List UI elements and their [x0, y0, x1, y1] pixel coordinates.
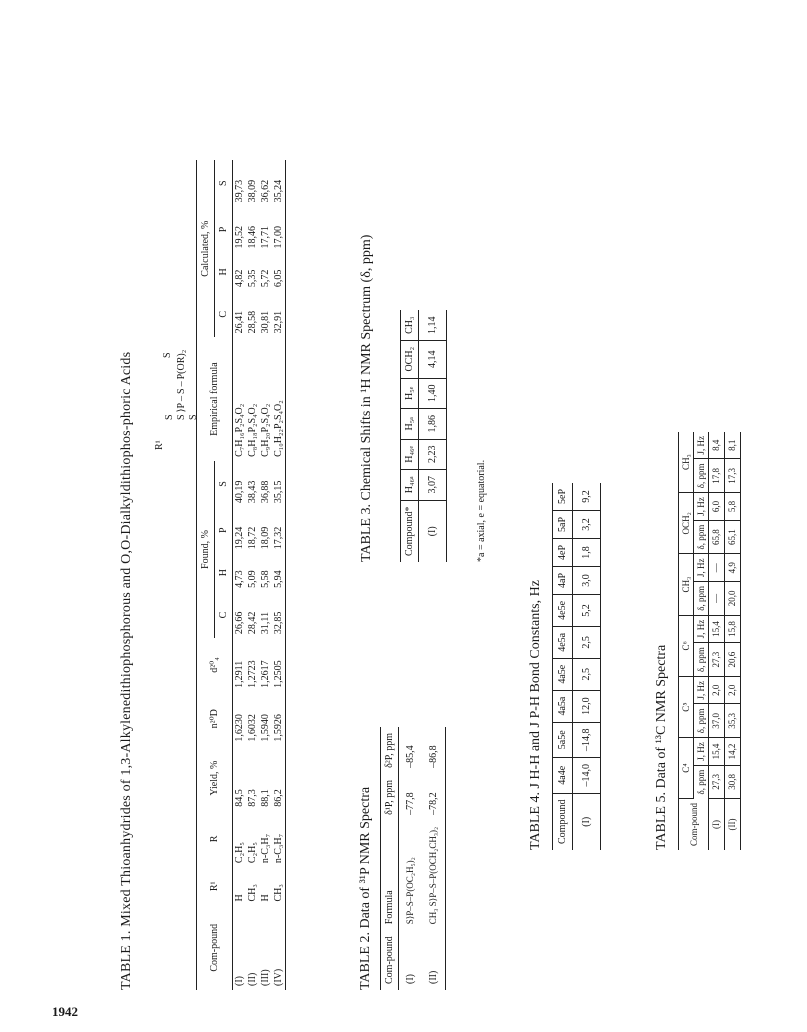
- cell: 3,0: [573, 566, 601, 594]
- th-found-s: S: [215, 461, 233, 507]
- rotated-page-content: [118, 130, 807, 990]
- cell: C₁₀H₂₂P₂S₄O₂: [272, 337, 286, 461]
- cell: 65,8: [709, 520, 725, 554]
- table1: [196, 160, 286, 990]
- cell: n-C₃H₇: [272, 811, 286, 867]
- cell: n-C₃H₇: [260, 833, 271, 864]
- cell: 17,71: [260, 226, 271, 249]
- cell: 18,46: [247, 226, 258, 249]
- th-nd: n²⁰D: [197, 692, 233, 746]
- cell: C₂H₅: [234, 842, 245, 864]
- cell: 40,19: [234, 480, 245, 504]
- table3-footnote: *a = axial, e = equatorial.: [476, 459, 487, 562]
- th: H₄₆ₑ: [401, 439, 419, 470]
- table1-title: TABLE 1. Mixed Thioanhydrides of 1,3-Alkylenedithiophosphorous and O,O-Dialkyldithiophos-phoric Acids: [119, 351, 134, 990]
- cell: 36,88: [260, 480, 271, 504]
- cell: C₈H₁₈P₂S₄O₂: [247, 403, 258, 457]
- th: 4a5a: [553, 690, 573, 722]
- th-sub: δ, ppm: [694, 520, 709, 554]
- th-group: OCH₂: [679, 493, 694, 554]
- table3-title: TABLE 3. Chemical Shifts in ¹H NMR Spectrum (δ, ppm): [359, 234, 374, 562]
- th: 4a4e: [553, 758, 573, 794]
- table-row: [573, 483, 601, 850]
- th: 4e5e: [553, 594, 573, 626]
- th: 5eP: [553, 483, 573, 511]
- table-row: [233, 160, 247, 990]
- th-compound: Com-pound: [679, 798, 709, 850]
- th-found-h: H: [215, 553, 233, 592]
- cell: 1,2505: [272, 638, 286, 692]
- th: 4e5a: [553, 626, 573, 658]
- cell: 1,8: [573, 538, 601, 566]
- cell: CH₃: [247, 884, 258, 902]
- th-r1: R¹: [197, 867, 233, 905]
- cell: C₇H₁₆P₂S₄O₂: [234, 403, 245, 457]
- cell: 39,73: [234, 179, 245, 203]
- structure-r1: R¹: [154, 440, 165, 450]
- table4-title: TABLE 4. J H-H and J P-H Bond Constants, Hz: [528, 580, 543, 850]
- cell: 15,4: [709, 615, 725, 643]
- cell: 32,85: [272, 592, 286, 638]
- structure-s-top: S: [162, 352, 173, 358]
- th: 5a5e: [553, 722, 573, 758]
- cell: 1,6230: [234, 714, 245, 742]
- cell: —: [709, 554, 725, 582]
- cell: 17,8: [709, 459, 725, 493]
- cell: 9,2: [573, 483, 601, 511]
- cell: S⟩P–S–P(OC₂H₅)₂: [405, 857, 415, 925]
- cell: 26,41: [234, 310, 245, 334]
- th: 5aP: [553, 510, 573, 538]
- cell: 14,2: [725, 738, 741, 766]
- th-group: C⁴: [679, 738, 694, 799]
- table-row: [709, 432, 725, 850]
- cell: (II): [247, 972, 258, 986]
- cell: 27,3: [709, 765, 725, 798]
- cell: 8,4: [709, 432, 725, 459]
- cell: (I): [234, 976, 245, 986]
- cell: 1,2911: [234, 660, 245, 688]
- th: H₅ₑ: [401, 378, 419, 409]
- cell: 17,00: [272, 206, 286, 252]
- cell: —: [709, 581, 725, 615]
- th-group: CH₃: [679, 432, 694, 493]
- cell: –85,4: [405, 745, 416, 768]
- cell: 20,0: [725, 581, 741, 615]
- cell: 38,09: [247, 179, 258, 203]
- cell: 27,3: [709, 643, 725, 677]
- th-sub: J, Hz: [694, 493, 709, 521]
- cell: 12,0: [573, 690, 601, 722]
- th-compound: Com-pound: [381, 930, 399, 990]
- cell: 18,09: [260, 526, 271, 550]
- th-sub: δ, ppm: [694, 643, 709, 677]
- cell: 38,43: [247, 480, 258, 504]
- cell: –14,8: [573, 722, 601, 758]
- cell: 32,91: [272, 291, 286, 337]
- cell: 1,86: [419, 409, 447, 440]
- cell: 65,1: [725, 520, 741, 554]
- th-sub: J, Hz: [694, 738, 709, 766]
- th-p2: δ²P, ppm: [381, 727, 399, 774]
- cell: 84,5: [234, 789, 245, 807]
- cell: 4,73: [234, 570, 245, 588]
- th: Compound*: [401, 500, 419, 562]
- cell: (I): [419, 500, 447, 562]
- cell: (I): [709, 798, 725, 850]
- th-found-c: C: [215, 592, 233, 638]
- th-sub: δ, ppm: [694, 765, 709, 798]
- table2: [380, 727, 446, 990]
- th-calc-h: H: [215, 253, 233, 292]
- cell: 5,8: [725, 493, 741, 521]
- th: 4a5e: [553, 658, 573, 690]
- table5: [678, 432, 741, 850]
- cell: 87,3: [247, 789, 258, 807]
- cell: 19,24: [234, 526, 245, 550]
- cell: 1,14: [419, 310, 447, 340]
- th-sub: J, Hz: [694, 554, 709, 582]
- cell: 18,72: [247, 526, 258, 550]
- cell: 4,82: [234, 269, 245, 288]
- page-number: 1942: [52, 1004, 78, 1019]
- cell: C₉H₂₀P₂S₄O₂: [260, 403, 271, 457]
- cell: 15,4: [709, 738, 725, 766]
- table5-title: TABLE 5. Data of ¹³C NMR Spectra: [654, 644, 669, 850]
- th-p1: δ¹P, ppm: [381, 774, 399, 821]
- th: CH₃: [401, 310, 419, 340]
- th-calc-c: C: [215, 291, 233, 337]
- cell: 5,58: [260, 570, 271, 588]
- th: H₄₆ₐ: [401, 470, 419, 501]
- th-d: d²⁰₄: [197, 638, 233, 692]
- cell: H: [234, 894, 245, 902]
- th-group: C⁵: [679, 676, 694, 737]
- cell: 4,9: [725, 554, 741, 582]
- cell: 17,3: [725, 459, 741, 493]
- cell: C₂H₅: [247, 842, 258, 864]
- cell: (I): [573, 793, 601, 850]
- cell: –78,2: [422, 774, 446, 821]
- th-found-p: P: [215, 507, 233, 553]
- th-sub: δ, ppm: [694, 459, 709, 493]
- cell: 6,0: [709, 493, 725, 521]
- cell: 20,6: [725, 643, 741, 677]
- th-sub: δ, ppm: [694, 581, 709, 615]
- cell: 17,32: [272, 507, 286, 553]
- cell: 37,0: [709, 704, 725, 738]
- th-formula: Formula: [381, 821, 399, 930]
- th: 4aP: [553, 566, 573, 594]
- cell: (III): [260, 969, 271, 986]
- table-row: [246, 160, 259, 990]
- cell: 1,6032: [247, 714, 258, 742]
- th-empirical: Empirical formula: [197, 337, 233, 461]
- th: 4eP: [553, 538, 573, 566]
- cell: (I): [405, 974, 416, 984]
- cell: 35,3: [725, 704, 741, 738]
- cell: 1,2617: [260, 660, 271, 688]
- table-row: [399, 727, 423, 990]
- cell: 30,8: [725, 765, 741, 798]
- th-r: R: [197, 811, 233, 867]
- cell: –86,8: [422, 727, 446, 774]
- cell: 26,66: [234, 611, 245, 635]
- cell: (II): [422, 930, 446, 990]
- cell: 5,2: [573, 594, 601, 626]
- cell: 1,5940: [260, 714, 271, 742]
- cell: 5,35: [247, 269, 258, 288]
- cell: 5,09: [247, 570, 258, 588]
- table-row: [725, 432, 741, 850]
- structure-s-ring-top: S: [164, 414, 175, 420]
- th: H₅ₐ: [401, 409, 419, 440]
- th-sub: J, Hz: [694, 432, 709, 459]
- th-group: CH₃: [679, 554, 694, 615]
- th-group: C⁶: [679, 615, 694, 676]
- cell: (IV): [272, 906, 286, 990]
- cell: (II): [725, 798, 741, 850]
- cell: 88,1: [260, 789, 271, 807]
- table-row: [419, 310, 447, 562]
- cell: 36,62: [260, 179, 271, 203]
- table-row: [272, 160, 286, 990]
- table4: [552, 483, 601, 850]
- cell: H: [260, 894, 271, 902]
- cell: 86,2: [272, 746, 286, 811]
- cell: 4,14: [419, 340, 447, 378]
- th-sub: δ, ppm: [694, 704, 709, 738]
- table3: [400, 310, 447, 562]
- cell: 19,52: [234, 226, 245, 249]
- th-calc-p: P: [215, 206, 233, 252]
- th-yield: Yield, %: [197, 746, 233, 811]
- table-row: [259, 160, 272, 990]
- th-calc-s: S: [215, 160, 233, 206]
- cell: 3,07: [419, 470, 447, 501]
- cell: –14,0: [573, 758, 601, 794]
- cell: 35,24: [272, 160, 286, 206]
- cell: 3,2: [573, 510, 601, 538]
- cell: 6,05: [272, 253, 286, 292]
- cell: 30,81: [260, 310, 271, 334]
- cell: 5,94: [272, 553, 286, 592]
- th-found: Found, %: [197, 461, 215, 638]
- cell: 8,1: [725, 432, 741, 459]
- structure-ring: S ⟩P – S – P(OR)₂: [176, 349, 187, 420]
- cell: CH₃ S⟩P–S–P(OCH₂CH₃)₂: [422, 821, 446, 930]
- structure-s-ring-bottom: S: [188, 414, 199, 420]
- th-calculated: Calculated, %: [197, 160, 215, 337]
- th-sub: J, Hz: [694, 676, 709, 704]
- cell: CH₃: [272, 867, 286, 905]
- th-sub: J, Hz: [694, 615, 709, 643]
- th: Compound: [553, 793, 573, 850]
- cell: 2,23: [419, 439, 447, 470]
- table2-title: TABLE 2. Data of ³¹P NMR Spectra: [358, 786, 373, 990]
- cell: 1,2723: [247, 660, 258, 688]
- cell: 28,58: [247, 310, 258, 334]
- cell: 5,72: [260, 269, 271, 288]
- cell: 35,15: [272, 461, 286, 507]
- cell: 2,5: [573, 658, 601, 690]
- cell: –77,8: [405, 792, 416, 815]
- cell: 2,0: [725, 676, 741, 704]
- cell: 2,5: [573, 626, 601, 658]
- th: OCH₂: [401, 340, 419, 378]
- th-compound: Com-pound: [197, 906, 233, 990]
- cell: 15,8: [725, 615, 741, 643]
- cell: 1,40: [419, 378, 447, 409]
- cell: 1,5926: [272, 692, 286, 746]
- cell: 2,0: [709, 676, 725, 704]
- cell: 31,11: [260, 611, 271, 635]
- table-row: [422, 727, 446, 990]
- cell: 28,42: [247, 611, 258, 635]
